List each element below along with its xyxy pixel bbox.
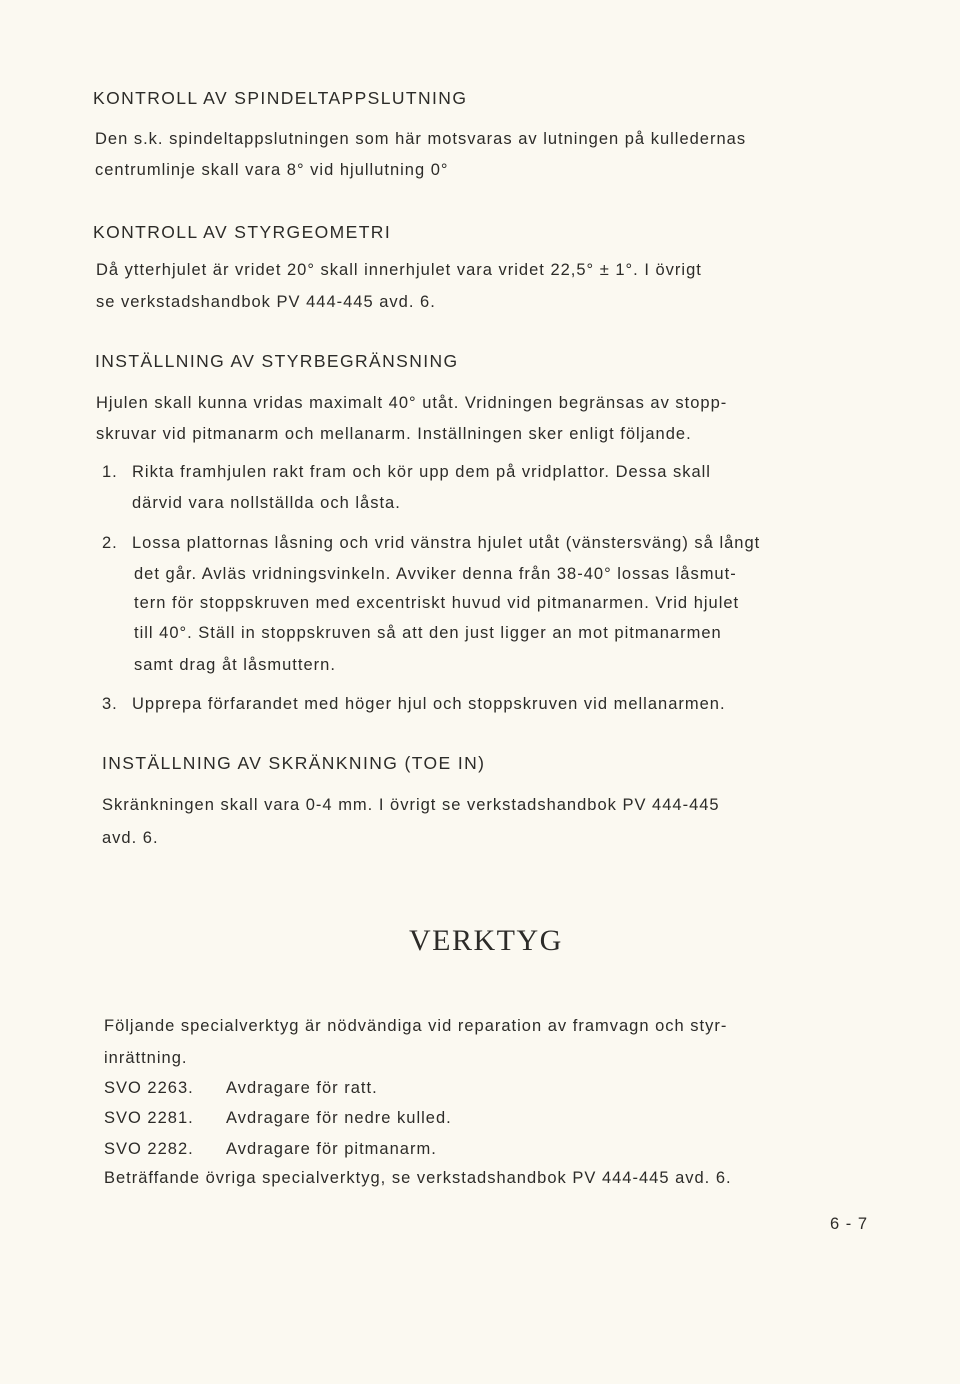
- tool-code: SVO 2282.: [104, 1140, 194, 1158]
- list-text: Upprepa förfarandet med höger hjul och stoppskruven vid mellanarmen.: [132, 695, 726, 713]
- paragraph-line: Hjulen skall kunna vridas maximalt 40° utåt. Vridningen begränsas av stopp-: [96, 394, 728, 412]
- heading-skrankning: INSTÄLLNING AV SKRÄNKNING (TOE IN): [102, 753, 486, 773]
- paragraph-line: Då ytterhjulet är vridet 20° skall innerhjulet vara vridet 22,5° ± 1°. I övrigt: [96, 261, 702, 279]
- tool-description: Avdragare för pitmanarm.: [226, 1140, 437, 1158]
- tool-item: [104, 1139, 437, 1159]
- list-item: [102, 694, 726, 714]
- list-item: [102, 462, 711, 482]
- list-text: det går. Avläs vridningsvinkeln. Avviker denna från 38-40° lossas låsmut-: [134, 565, 737, 583]
- paragraph-line: Följande specialverktyg är nödvändiga vid reparation av framvagn och styr-: [104, 1017, 728, 1035]
- heading-styrbegransning: INSTÄLLNING AV STYRBEGRÄNSNING: [95, 351, 459, 371]
- list-text: Rikta framhjulen rakt fram och kör upp dem på vridplattor. Dessa skall: [132, 463, 711, 481]
- paragraph-line: avd. 6.: [102, 829, 159, 847]
- list-text: till 40°. Ställ in stoppskruven så att den just ligger an mot pitmanarmen: [134, 624, 722, 642]
- paragraph-line: Skränkningen skall vara 0-4 mm. I övrigt se verkstadshandbok PV 444-445: [102, 796, 720, 814]
- paragraph-line: se verkstadshandbok PV 444-445 avd. 6.: [96, 293, 436, 311]
- tool-code: SVO 2281.: [104, 1109, 194, 1127]
- list-text: samt drag åt låsmuttern.: [134, 656, 336, 674]
- paragraph-line: Beträffande övriga specialverktyg, se verkstadshandbok PV 444-445 avd. 6.: [104, 1169, 732, 1187]
- paragraph-line: centrumlinje skall vara 8° vid hjullutning 0°: [95, 161, 449, 179]
- paragraph-line: skruvar vid pitmanarm och mellanarm. Inställningen sker enligt följande.: [96, 425, 692, 443]
- page-number: 6 - 7: [830, 1215, 869, 1233]
- list-number: 1.: [102, 463, 118, 481]
- heading-verktyg: VERKTYG: [409, 924, 563, 957]
- tool-description: Avdragare för nedre kulled.: [226, 1109, 452, 1127]
- tool-description: Avdragare för ratt.: [226, 1079, 378, 1097]
- heading-spindeltappslutning: KONTROLL AV SPINDELTAPPSLUTNING: [93, 88, 468, 108]
- list-text: därvid vara nollställda och låsta.: [132, 494, 401, 512]
- paragraph-line: Den s.k. spindeltappslutningen som här motsvaras av lutningen på kulledernas: [95, 130, 747, 148]
- list-number: 2.: [102, 534, 118, 552]
- tool-item: [104, 1078, 378, 1098]
- list-text: tern för stoppskruven med excentriskt huvud vid pitmanarmen. Vrid hjulet: [134, 594, 740, 612]
- paragraph-line: inrättning.: [104, 1049, 188, 1067]
- list-text: Lossa plattornas låsning och vrid vänstra hjulet utåt (vänstersväng) så långt: [132, 534, 761, 552]
- tool-code: SVO 2263.: [104, 1079, 194, 1097]
- list-item: [102, 533, 760, 553]
- tool-item: [104, 1108, 452, 1128]
- heading-styrgeometri: KONTROLL AV STYRGEOMETRI: [93, 222, 392, 242]
- list-number: 3.: [102, 695, 118, 713]
